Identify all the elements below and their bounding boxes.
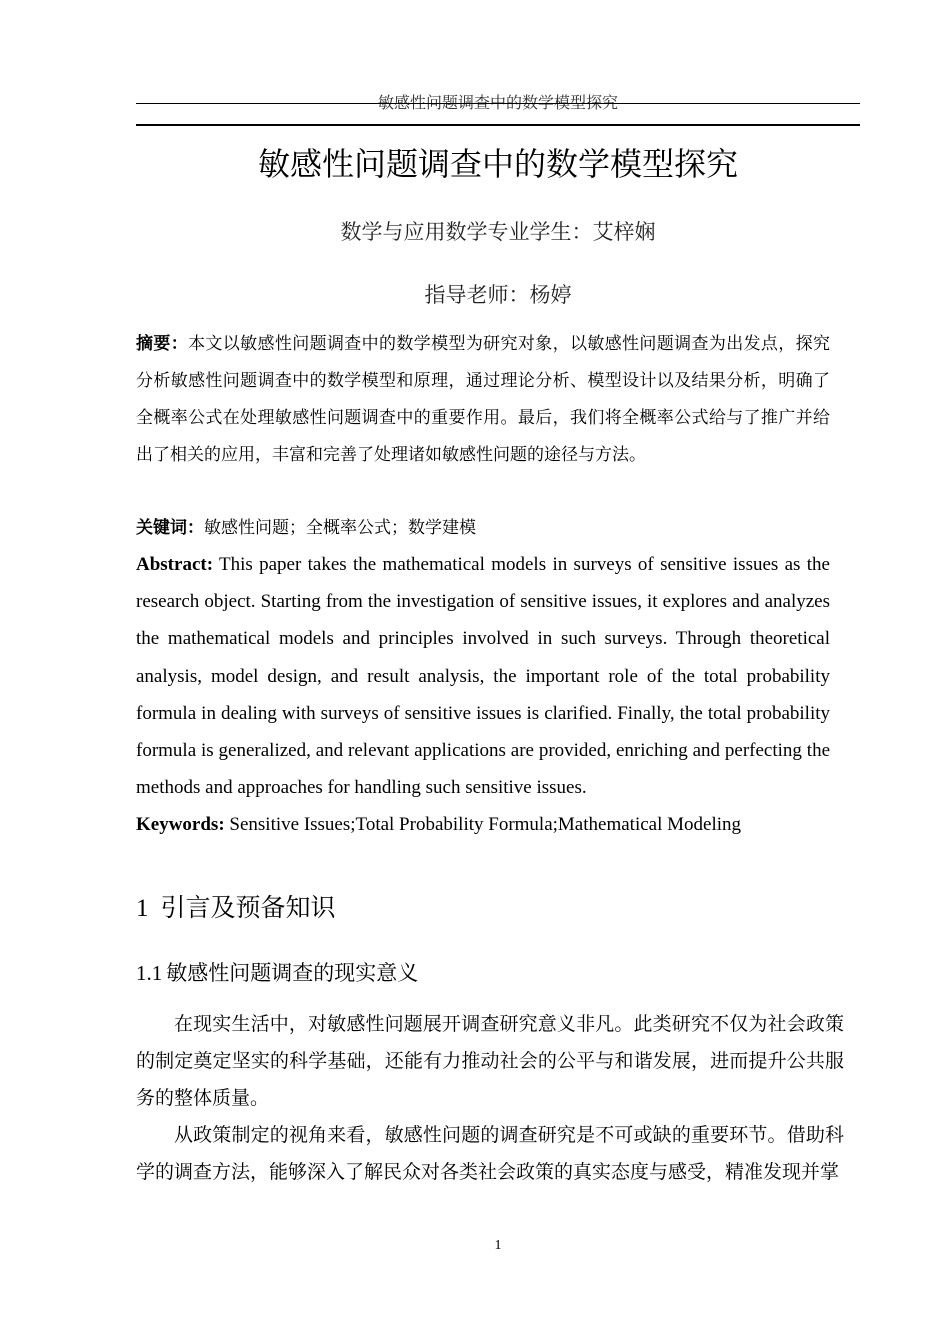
keywords-cn-text: 敏感性问题；全概率公式；数学建模 <box>204 518 476 538</box>
abstract-cn-label: 摘要： <box>136 334 189 354</box>
keywords-en-text: Sensitive Issues;Total Probability Formula;Mathematical Modeling <box>224 814 742 835</box>
author-line: 数学与应用数学专业学生：艾梓娴 <box>340 220 656 244</box>
abstract-cn-text: 本文以敏感性问题调查中的数学模型为研究对象，以敏感性问题调查为出发点，探究分析敏感性问题调查中的数学模型和原理，通过理论分析、模型设计以及结果分析，明确了全概率公式在处理敏感性问题调查中的重要作用。最后，我们将全概率公式给与了推广并给出了相关的应用，丰富和完善了处理诸如敏感性问题的途径与方法。 <box>136 334 830 465</box>
advisor-line: 指导老师：杨婷 <box>424 283 572 307</box>
body-paragraph-2: 从政策制定的视角来看，敏感性问题的调查研究是不可或缺的重要环节。借助科学的调查方法，能够深入了解民众对各类社会政策的真实态度与感受，精准发现并掌 <box>136 1124 844 1183</box>
subsection-number: 1.1 <box>136 961 163 985</box>
page-number: 1 <box>494 1238 502 1253</box>
abstract-cn <box>136 326 830 474</box>
keywords-cn <box>136 510 830 547</box>
keywords-cn-label: 关键词： <box>136 518 204 538</box>
header-rule-thick <box>136 124 860 126</box>
section-title: 引言及预备知识 <box>160 893 336 922</box>
header-rule-thin <box>136 103 860 104</box>
keywords-en-label: Keywords: <box>136 814 225 835</box>
abstract-en-label: Abstract: <box>136 554 214 575</box>
subsection-heading-1-1 <box>136 955 418 991</box>
abstract-en-text: This paper takes the mathematical models in surveys of sensitive issues as the research object. Starting from the investigation of sensitive issues, it explores and analyzes the mathematical models and principles involved in such surveys. Through theoretical analysis, model design, and result analysis, the important role of the total probability formula in dealing with surveys of sensitive issues is clarified. Finally, the total probability formula is generalized, and relevant applications are provided, enriching and perfecting the methods and approaches for handling such sensitive issues. <box>136 554 830 799</box>
keywords-en <box>136 806 830 843</box>
paper-title: 敏感性问题调查中的数学模型探究 <box>257 145 738 183</box>
abstract-en <box>136 546 830 806</box>
section-number: 1 <box>136 895 149 922</box>
section-heading-1 <box>136 888 336 929</box>
body-paragraph-1: 在现实生活中，对敏感性问题展开调查研究意义非凡。此类研究不仅为社会政策的制定奠定坚实的科学基础，还能有力推动社会的公平与和谐发展，进而提升公共服务的整体质量。 <box>136 1013 844 1109</box>
subsection-title: 敏感性问题调查的现实意义 <box>166 961 419 985</box>
running-header: 敏感性问题调查中的数学模型探究 <box>377 93 618 112</box>
